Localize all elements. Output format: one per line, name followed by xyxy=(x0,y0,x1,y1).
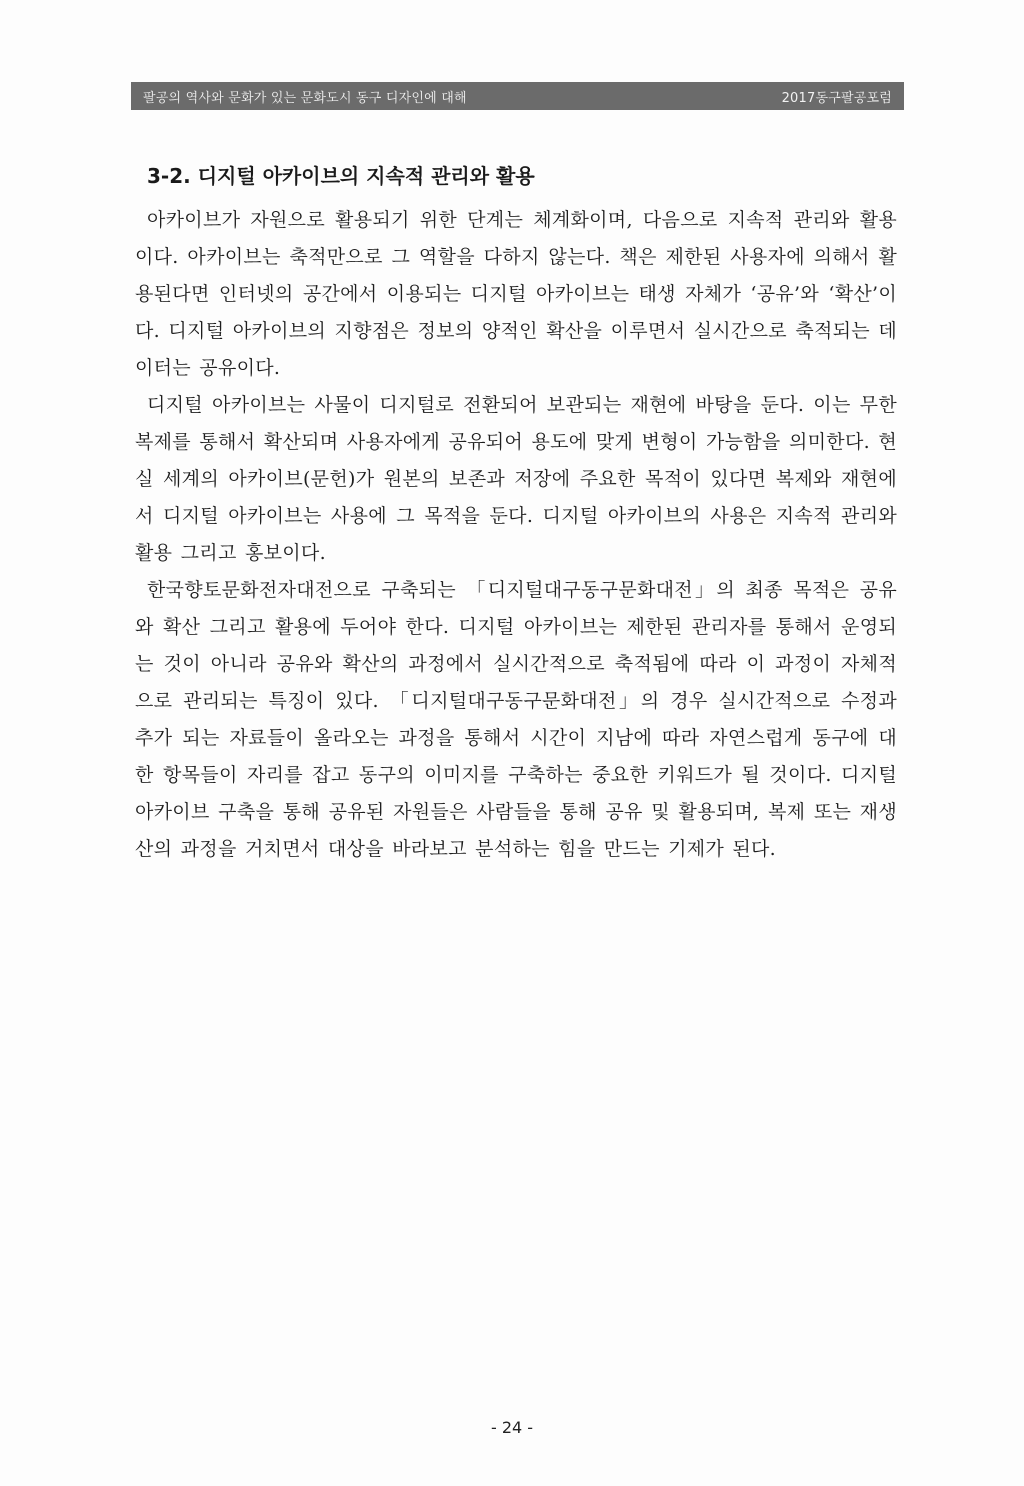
header-forum-name: 2017동구팔공포럼 xyxy=(781,90,892,106)
paragraph-1: 아카이브가 자원으로 활용되기 위한 단계는 체계화이며, 다음으로 지속적 관리와 활용이다. 아카이브는 축적만으로 그 역할을 다하지 않는다. 책은 제한된 사용자에 의해서 활용된다면 인터넷의 공간에서 이용되는 디지털 아카이브는 태생 자체가 ‘공유’와 ‘확산’이다. 디지털 아카이브의 지향점은 정보의 양적인 확산을 이루면서 실시간으로 축적되는 데이터는 공유이다. xyxy=(135,209,897,379)
header-title: 팔공의 역사와 문화가 있는 문화도시 동구 디자인에 대해 xyxy=(143,90,467,106)
running-header xyxy=(131,82,904,110)
main-content xyxy=(135,160,897,868)
paragraph-2: 디지털 아카이브는 사물이 디지털로 전환되어 보관되는 재현에 바탕을 둔다. 이는 무한 복제를 통해서 확산되며 사용자에게 공유되어 용도에 맞게 변형이 가능함을 의미한다. 현실 세계의 아카이브(문헌)가 원본의 보존과 저장에 주요한 목적이 있다면 복제와 재현에서 디지털 아카이브는 사용에 그 목적을 둔다. 디지털 아카이브의 사용은 지속적 관리와 활용 그리고 홍보이다. xyxy=(135,394,897,564)
paragraph-3: 한국향토문화전자대전으로 구축되는 「디지털대구동구문화대전」의 최종 목적은 공유와 확산 그리고 활용에 두어야 한다. 디지털 아카이브는 제한된 관리자를 통해서 운영되는 것이 아니라 공유와 확산의 과정에서 실시간적으로 축적됨에 따라 이 과정이 자체적으로 관리되는 특징이 있다. 「디지털대구동구문화대전」의 경우 실시간적으로 수정과 추가 되는 자료들이 올라오는 과정을 통해서 시간이 지남에 따라 자연스럽게 동구에 대한 항목들이 자리를 잡고 동구의 이미지를 구축하는 중요한 키워드가 될 것이다. 디지털 아카이브 구축을 통해 공유된 자원들은 사람들을 통해 공유 및 활용되며, 복제 또는 재생산의 과정을 거치면서 대상을 바라보고 분석하는 힘을 만드는 기제가 된다. xyxy=(135,579,897,860)
page-number: - 24 - xyxy=(490,1418,534,1437)
section-title: 3-2. 디지털 아카이브의 지속적 관리와 활용 xyxy=(147,164,535,188)
